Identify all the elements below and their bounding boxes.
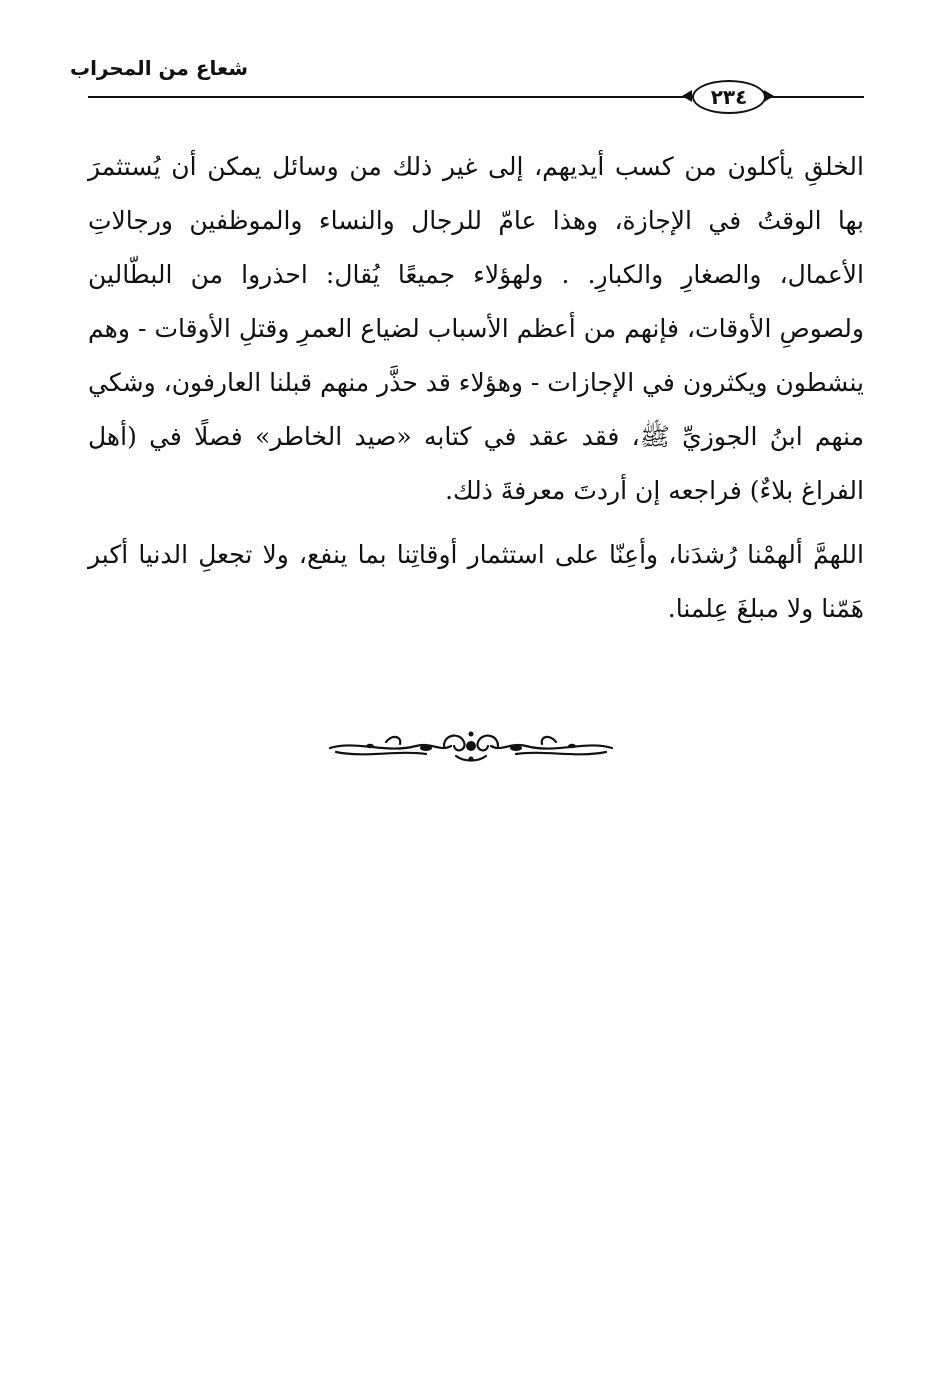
page-number-tail-left	[682, 90, 692, 102]
decorative-flourish-icon	[326, 726, 616, 766]
body-text	[88, 140, 864, 636]
running-title: شعاع من المحراب	[69, 56, 248, 80]
paragraph-2: اللهمَّ ألهمْنا رُشدَنا، وأعِنّا على استثمار أوقاتِنا بما ينفع، ولا تجعلِ الدنيا أكبر هَمّنا ولا مبلغَ عِلمنا.	[88, 540, 864, 623]
page-number: ٢٣٤	[692, 80, 766, 114]
page-header	[69, 56, 864, 122]
paragraph-1: الخلقِ يأكلون من كسب أيديهم، إلى غير ذلك من وسائل يمكن أن يُستثمرَ بها الوقتُ في الإجازة، وهذا عامّ للرجال والنساء والموظفين ورجالاتِ الأعمال، والصغارِ والكبارِ. . ولهؤلاء جميعًا يُقال: احذروا من البطّالين ولصوصِ الأوقات، فإنهم من أعظم الأسباب لضياع العمرِ وقتلِ الأوقات - وهم ينشطون ويكثرون في الإجازات - وهؤلاء قد حذَّر منهم قبلنا العارفون، وشكي منهم ابنُ الجوزيِّ ﷺ، فقد عقد في كتابه «صيد الخاطر» فصلًا في (أهل الفراغ بلاءٌ) فراجعه إن أردتَ معرفةَ ذلك.	[88, 152, 864, 505]
